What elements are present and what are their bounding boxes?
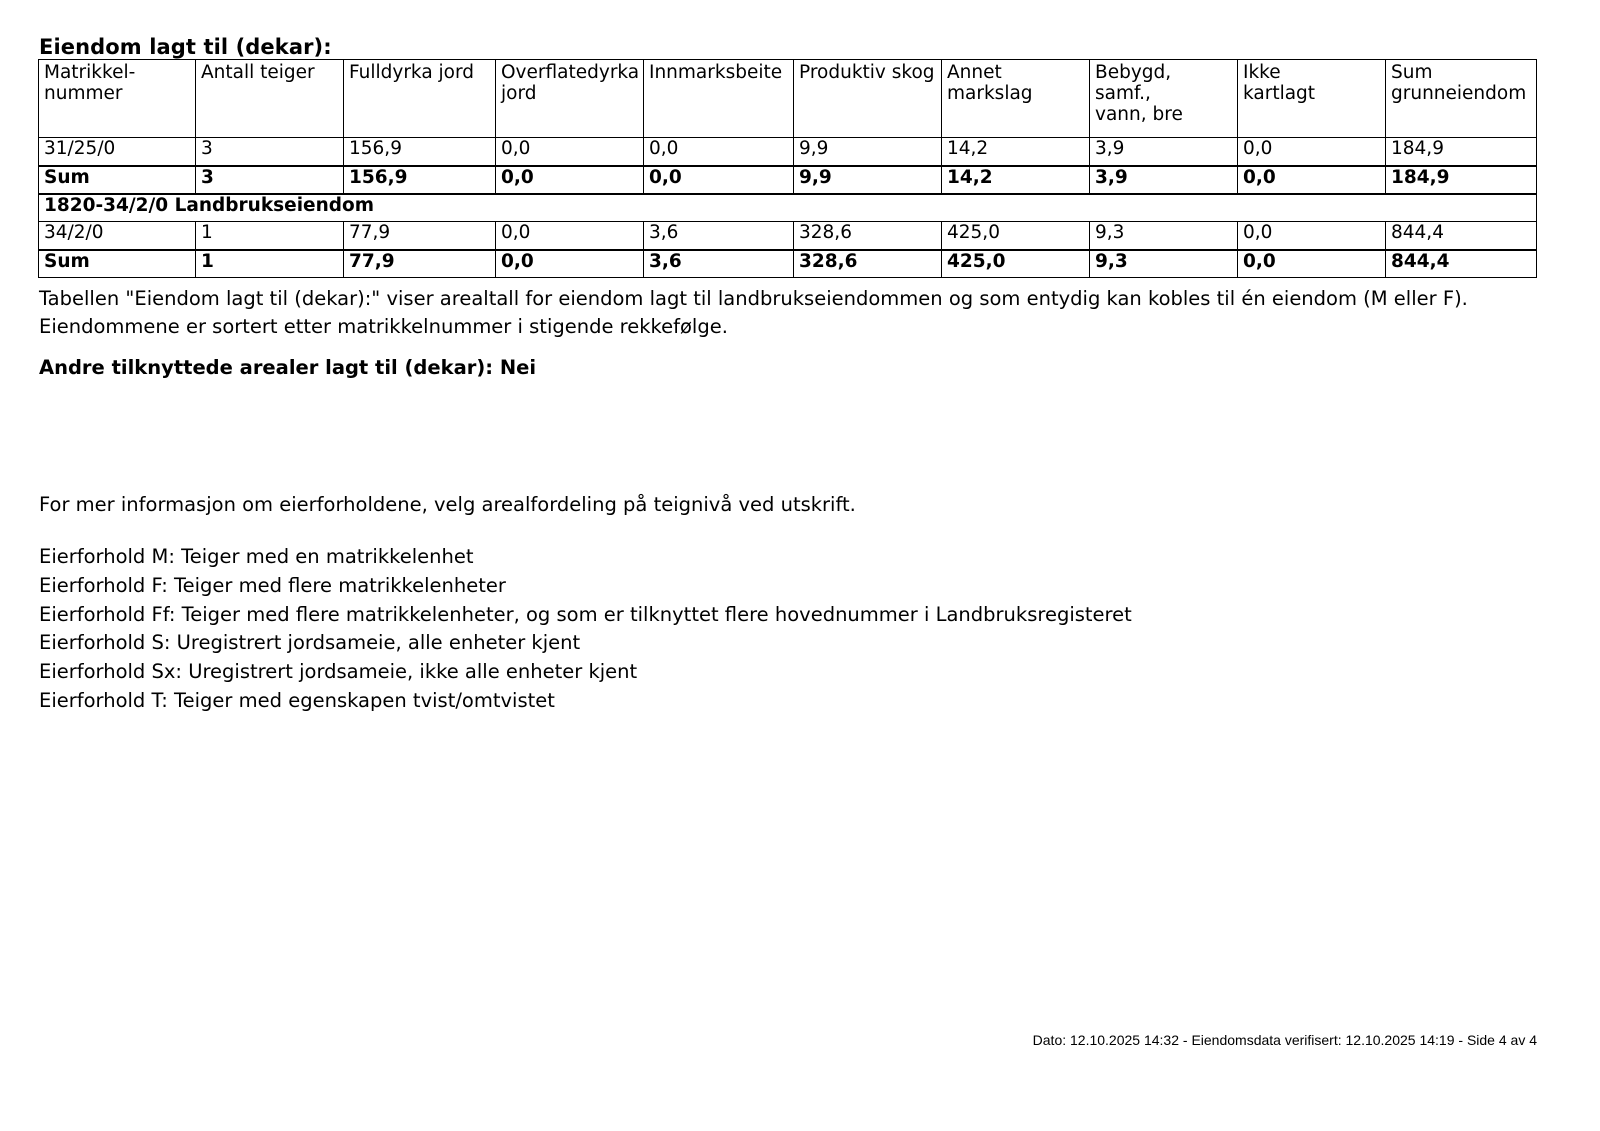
cell-matrikkelnummer: 34/2/0 — [39, 222, 196, 250]
header-line-1: Antall teiger — [201, 62, 315, 83]
cell-produktiv-skog: 328,6 — [794, 250, 942, 278]
cell-annet-markslag: 425,0 — [942, 222, 1090, 250]
page-footer: Dato: 12.10.2025 14:32 - Eiendomsdata verifisert: 12.10.2025 14:19 - Side 4 av 4 — [1032, 1032, 1537, 1048]
column-header-matrikkelnummer — [39, 60, 196, 138]
cell-bebygd-samf-vann-bre: 3,9 — [1090, 138, 1238, 166]
cell-innmarksbeite: 0,0 — [644, 138, 794, 166]
cell-ikke-kartlagt: 0,0 — [1238, 138, 1386, 166]
cell-ikke-kartlagt: 0,0 — [1238, 222, 1386, 250]
column-header-produktiv-skog — [794, 60, 942, 138]
header-line-1: Fulldyrka jord — [349, 62, 475, 83]
header-line-1: Bebygd, samf., — [1095, 62, 1172, 105]
cell-matrikkelnummer: 31/25/0 — [39, 138, 196, 166]
cell-antall-teiger: 1 — [196, 250, 344, 278]
header-line-2: grunneiendom — [1391, 83, 1527, 105]
cell-produktiv-skog: 9,9 — [794, 138, 942, 166]
table-header — [39, 60, 1537, 138]
cell-annet-markslag: 14,2 — [942, 138, 1090, 166]
cell-antall-teiger: 3 — [196, 166, 344, 194]
column-header-innmarksbeite — [644, 60, 794, 138]
cell-innmarksbeite: 3,6 — [644, 250, 794, 278]
cell-fulldyrka-jord: 77,9 — [344, 222, 496, 250]
column-header-fulldyrka-jord — [344, 60, 496, 138]
cell-ikke-kartlagt: 0,0 — [1238, 250, 1386, 278]
cell-annet-markslag: 14,2 — [942, 166, 1090, 194]
cell-produktiv-skog: 9,9 — [794, 166, 942, 194]
column-header-ikke-kartlagt — [1238, 60, 1386, 138]
cell-sum-grunneiendom: 844,4 — [1386, 222, 1537, 250]
list-item: Eierforhold F: Teiger med flere matrikkelenheter — [39, 573, 506, 597]
list-item: Eierforhold Ff: Teiger med flere matrikkelenheter, og som er tilknyttet flere hovednummer i Landbruksregisteret — [39, 602, 1132, 626]
list-item: Eierforhold S: Uregistrert jordsameie, alle enheter kjent — [39, 631, 581, 655]
header-line-2: jord — [501, 83, 537, 105]
header-line-1: Sum — [1391, 62, 1433, 83]
cell-fulldyrka-jord: 77,9 — [344, 250, 496, 278]
header-line-1: Produktiv skog — [799, 62, 935, 83]
header-line-1: Annet — [947, 62, 1002, 83]
cell-fulldyrka-jord: 156,9 — [344, 138, 496, 166]
table-sum-row — [39, 250, 1537, 278]
list-item: Eierforhold M: Teiger med en matrikkelenhet — [39, 545, 474, 568]
list-item: Eierforhold Sx: Uregistrert jordsameie, ikke alle enheter kjent — [39, 660, 638, 683]
header-line-2: nummer — [44, 83, 123, 105]
column-header-overflatedyrka-jord — [496, 60, 644, 138]
cell-overflatedyrka-jord: 0,0 — [496, 250, 644, 278]
header-line-1: Overflatedyrka — [501, 62, 640, 83]
cell-group-label: 1820-34/2/0 Landbrukseiendom — [39, 194, 1537, 222]
cell-sum-label: Sum — [39, 250, 196, 278]
eiendom-lagt-til-table — [38, 59, 1537, 278]
table-description-paragraph: Tabellen "Eiendom lagt til (dekar):" viser arealtall for eiendom lagt til landbrukseiendommen og som entydig kan kobles til én eiendom (M eller F). Eiendommene er sortert etter matrikkelnummer i stigende rekkefølge. — [39, 287, 1468, 339]
header-line-1: Matrikkel- — [44, 62, 136, 83]
table-header-row — [39, 60, 1537, 138]
cell-antall-teiger: 3 — [196, 138, 344, 166]
cell-antall-teiger: 1 — [196, 222, 344, 250]
column-header-sum-grunneiendom — [1386, 60, 1537, 138]
table-sum-row — [39, 166, 1537, 194]
page-title: Eiendom lagt til (dekar): — [39, 35, 332, 59]
table-row — [39, 222, 1537, 250]
cell-bebygd-samf-vann-bre: 9,3 — [1090, 222, 1238, 250]
eierforhold-legend-list — [39, 543, 1132, 716]
table-group-row — [39, 194, 1537, 222]
andre-arealer-heading: Andre tilknyttede arealer lagt til (dekar): Nei — [39, 356, 537, 379]
header-line-2: markslag — [947, 83, 1033, 105]
cell-sum-label: Sum — [39, 166, 196, 194]
column-header-annet-markslag — [942, 60, 1090, 138]
cell-overflatedyrka-jord: 0,0 — [496, 138, 644, 166]
cell-innmarksbeite: 3,6 — [644, 222, 794, 250]
cell-annet-markslag: 425,0 — [942, 250, 1090, 278]
header-line-1: Innmarksbeite — [649, 62, 783, 83]
header-line-2: vann, bre — [1095, 104, 1183, 126]
cell-bebygd-samf-vann-bre: 9,3 — [1090, 250, 1238, 278]
cell-bebygd-samf-vann-bre: 3,9 — [1090, 166, 1238, 194]
cell-ikke-kartlagt: 0,0 — [1238, 166, 1386, 194]
list-item: Eierforhold T: Teiger med egenskapen tvist/omtvistet — [39, 688, 555, 712]
table-body — [39, 138, 1537, 278]
cell-sum-grunneiendom: 844,4 — [1386, 250, 1537, 278]
cell-sum-grunneiendom: 184,9 — [1386, 138, 1537, 166]
table-row — [39, 138, 1537, 166]
cell-overflatedyrka-jord: 0,0 — [496, 222, 644, 250]
header-line-1: Ikke — [1243, 62, 1281, 83]
cell-fulldyrka-jord: 156,9 — [344, 166, 496, 194]
cell-innmarksbeite: 0,0 — [644, 166, 794, 194]
cell-overflatedyrka-jord: 0,0 — [496, 166, 644, 194]
cell-sum-grunneiendom: 184,9 — [1386, 166, 1537, 194]
cell-produktiv-skog: 328,6 — [794, 222, 942, 250]
header-line-2: kartlagt — [1243, 83, 1316, 105]
column-header-antall-teiger — [196, 60, 344, 138]
column-header-bebygd-samf-vann-bre — [1090, 60, 1238, 138]
info-paragraph: For mer informasjon om eierforholdene, velg arealfordeling på teignivå ved utskrift. — [39, 493, 856, 516]
